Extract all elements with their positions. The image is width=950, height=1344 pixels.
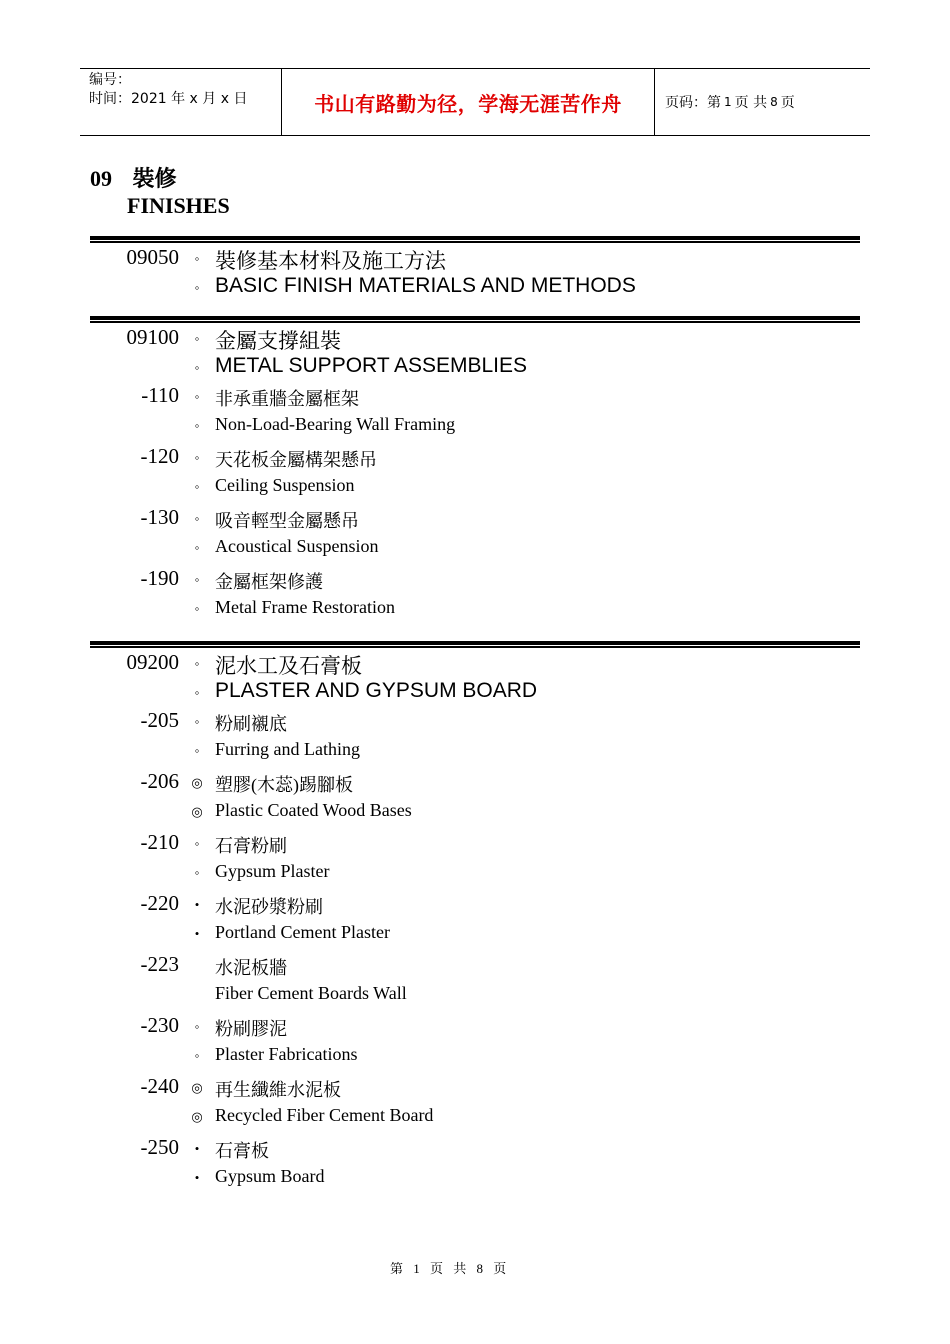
- section-divider: [90, 316, 860, 323]
- bullet-icon: ◦: [194, 865, 200, 880]
- list-item: [0, 410, 950, 440]
- bullet-icon: ◦: [194, 511, 200, 526]
- item-title-en: Plastic Coated Wood Bases: [215, 800, 412, 820]
- item-title-zh: 非承重牆金屬框架: [215, 389, 359, 409]
- section-title-zh: 泥水工及石膏板: [215, 654, 362, 678]
- item-title-en: Gypsum Plaster: [215, 861, 330, 881]
- page-mid: 页 共: [734, 95, 768, 111]
- item-code: -240: [140, 1074, 179, 1098]
- list-item: [0, 767, 950, 797]
- list-item: [0, 442, 950, 472]
- item-code: -110: [141, 383, 179, 407]
- section-code: 09100: [126, 325, 179, 349]
- bullet-icon: ◦: [194, 479, 200, 494]
- bullet-icon: ◦: [194, 331, 200, 346]
- item-title-zh: 水泥砂漿粉刷: [215, 897, 323, 917]
- bullet-icon: •: [194, 926, 200, 941]
- bullet-icon: ◎: [191, 804, 203, 819]
- list-item: [0, 1162, 950, 1192]
- item-title-zh: 石膏板: [215, 1141, 269, 1161]
- section-title-zh: 裝修基本材料及施工方法: [215, 249, 446, 273]
- list-item: [0, 979, 950, 1009]
- footer-page-number: 1: [413, 1261, 420, 1276]
- section-heading-zh: [0, 323, 950, 353]
- list-item: [0, 889, 950, 919]
- item-code: -250: [140, 1135, 179, 1159]
- footer-page-label: 页: [430, 1261, 444, 1276]
- item-title-en: Recycled Fiber Cement Board: [215, 1105, 434, 1125]
- page-footer: [0, 1258, 950, 1277]
- item-code: -130: [140, 505, 179, 529]
- section-heading-en: [0, 677, 950, 707]
- bullet-icon: ◎: [191, 1080, 203, 1095]
- list-item: [0, 1011, 950, 1041]
- list-item: [0, 735, 950, 765]
- list-item: [0, 828, 950, 858]
- bullet-icon: ◦: [194, 1019, 200, 1034]
- section-code: 09050: [126, 245, 179, 269]
- bullet-icon: ◦: [194, 1048, 200, 1063]
- list-item: [0, 796, 950, 826]
- number-label: 编号：: [89, 72, 131, 88]
- section-title-en: BASIC FINISH MATERIALS AND METHODS: [215, 274, 636, 297]
- item-code: -210: [140, 830, 179, 854]
- bullet-icon: •: [194, 897, 200, 912]
- bullet-icon: ◦: [194, 572, 200, 587]
- item-code: -220: [140, 891, 179, 915]
- item-title-en: Fiber Cement Boards Wall: [215, 983, 407, 1003]
- section-title-en: PLASTER AND GYPSUM BOARD: [215, 679, 538, 702]
- header-page-info: [655, 69, 870, 135]
- footer-prefix: 第: [390, 1261, 404, 1276]
- bullet-icon: ◦: [194, 540, 200, 555]
- header-info: [80, 69, 281, 135]
- footer-suffix: 页: [493, 1261, 507, 1276]
- item-title-en: Portland Cement Plaster: [215, 922, 390, 942]
- section-divider: [90, 641, 860, 648]
- item-title-en: Acoustical Suspension: [215, 536, 379, 556]
- bullet-icon: •: [194, 1141, 200, 1156]
- item-title-zh: 石膏粉刷: [215, 836, 287, 856]
- list-item: [0, 1101, 950, 1131]
- bullet-icon: •: [194, 1170, 200, 1185]
- chapter-title-zh: 裝修: [132, 166, 177, 191]
- item-title-zh: 粉刷襯底: [215, 714, 287, 734]
- page-number: 1: [724, 95, 732, 109]
- item-code: -120: [140, 444, 179, 468]
- footer-total-label: 共: [453, 1261, 467, 1276]
- bullet-icon: ◎: [191, 775, 203, 790]
- bullet-icon: ◦: [194, 418, 200, 433]
- bullet-icon: ◦: [194, 836, 200, 851]
- list-item: [0, 918, 950, 948]
- bullet-icon: ◦: [194, 251, 200, 266]
- bullet-icon: ◦: [194, 601, 200, 616]
- section-heading-en: [0, 352, 950, 382]
- page-prefix: 页码：第: [665, 95, 721, 111]
- section-title-en: METAL SUPPORT ASSEMBLIES: [215, 354, 527, 377]
- section-heading-en: [0, 272, 950, 302]
- item-title-zh: 水泥板牆: [215, 958, 287, 978]
- list-item: [0, 706, 950, 736]
- item-title-zh: 天花板金屬構架懸吊: [215, 450, 377, 470]
- list-item: [0, 1040, 950, 1070]
- item-title-en: Metal Frame Restoration: [215, 597, 395, 617]
- item-title-zh: 粉刷膠泥: [215, 1019, 287, 1039]
- bullet-icon: ◦: [194, 450, 200, 465]
- list-item: [0, 593, 950, 623]
- item-title-zh: 再生纖維水泥板: [215, 1080, 341, 1100]
- bullet-icon: ◦: [194, 743, 200, 758]
- section-divider: [90, 236, 860, 243]
- item-code: -206: [140, 769, 179, 793]
- item-title-en: Non-Load-Bearing Wall Framing: [215, 414, 456, 434]
- item-title-en: Furring and Lathing: [215, 739, 360, 759]
- section-title-zh: 金屬支撐組裝: [215, 329, 341, 353]
- list-item: [0, 381, 950, 411]
- footer-page-total: 8: [476, 1261, 484, 1276]
- chapter-code: 09: [90, 166, 112, 191]
- chapter-title-en: FINISHES: [127, 193, 230, 218]
- item-title-en: Ceiling Suspension: [215, 475, 355, 495]
- bullet-icon: ◦: [194, 389, 200, 404]
- bullet-icon: ◦: [194, 360, 200, 375]
- list-item: [0, 857, 950, 887]
- list-item: [0, 532, 950, 562]
- section-heading-zh: [0, 648, 950, 678]
- chapter-title: [90, 162, 177, 193]
- item-code: -223: [140, 952, 179, 976]
- bullet-icon: ◎: [191, 1109, 203, 1124]
- list-item: [0, 1133, 950, 1163]
- bullet-icon: ◦: [194, 656, 200, 671]
- page-total: 8: [770, 95, 778, 109]
- item-title-zh: 塑膠(木蕊)踢腳板: [215, 775, 353, 795]
- item-title-en: Plaster Fabrications: [215, 1044, 358, 1064]
- bullet-icon: ◦: [194, 685, 200, 700]
- item-code: -230: [140, 1013, 179, 1037]
- list-item: [0, 950, 950, 980]
- item-code: -205: [140, 708, 179, 732]
- bullet-icon: ◦: [194, 714, 200, 729]
- section-code: 09200: [126, 650, 179, 674]
- list-item: [0, 471, 950, 501]
- item-code: -190: [140, 566, 179, 590]
- header-motto: 书山有路勤为径，学海无涯苦作舟: [281, 69, 655, 135]
- section-heading-zh: [0, 243, 950, 273]
- item-title-zh: 吸音輕型金屬懸吊: [215, 511, 359, 531]
- page-suffix: 页: [780, 95, 795, 111]
- list-item: [0, 503, 950, 533]
- page-header: [80, 68, 870, 136]
- list-item: [0, 1072, 950, 1102]
- item-title-zh: 金屬框架修護: [215, 572, 323, 592]
- time-label: 时间：2021 年 x 月 x 日: [89, 91, 248, 107]
- bullet-icon: ◦: [194, 280, 200, 295]
- item-title-en: Gypsum Board: [215, 1166, 325, 1186]
- list-item: [0, 564, 950, 594]
